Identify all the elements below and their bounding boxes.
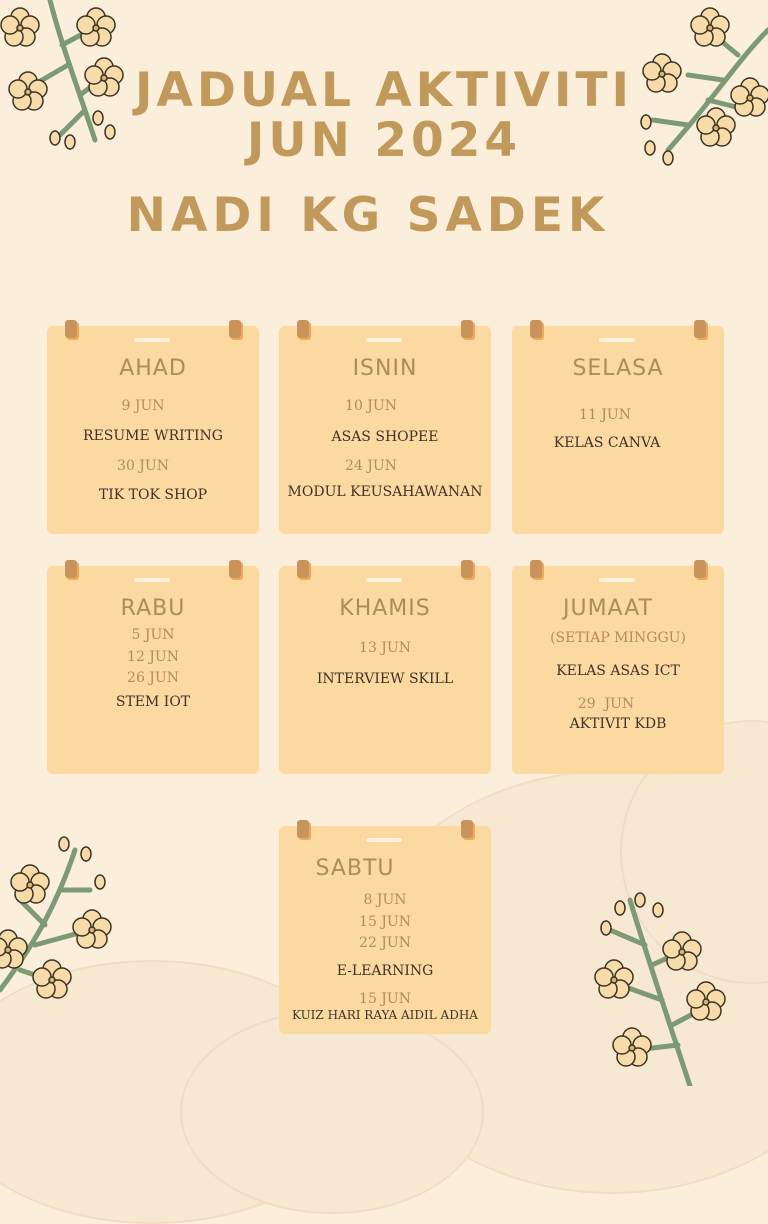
pin-icon bbox=[694, 320, 706, 338]
activity-date: 5 JUN bbox=[131, 627, 175, 643]
day-label: ISNIN bbox=[352, 356, 418, 381]
flower-branch-icon bbox=[0, 830, 130, 1010]
flower-branch-icon bbox=[590, 890, 740, 1086]
day-card-khamis bbox=[279, 566, 491, 774]
pin-icon bbox=[297, 560, 309, 578]
day-card-jumaat bbox=[512, 566, 724, 774]
pin-icon bbox=[297, 820, 309, 838]
card-tape bbox=[134, 578, 170, 582]
day-card-ahad bbox=[47, 326, 259, 534]
activity-name: MODUL KEUSAHAWANAN bbox=[287, 484, 483, 500]
pin-icon bbox=[694, 560, 706, 578]
day-card-rabu bbox=[47, 566, 259, 774]
card-tape bbox=[134, 338, 170, 342]
activity-date: 12 JUN bbox=[127, 649, 179, 665]
day-card-selasa bbox=[512, 326, 724, 534]
activity-date: 15 JUN bbox=[359, 991, 411, 1007]
activity-name: RESUME WRITING bbox=[83, 428, 223, 444]
pin-icon bbox=[65, 320, 77, 338]
day-label: SELASA bbox=[572, 356, 664, 381]
pin-icon bbox=[530, 560, 542, 578]
pin-icon bbox=[297, 320, 309, 338]
day-label: KHAMIS bbox=[339, 596, 431, 621]
day-label: AHAD bbox=[119, 356, 187, 381]
activity-date: 29 JUN bbox=[577, 696, 635, 712]
pin-icon bbox=[461, 320, 473, 338]
card-tape bbox=[599, 338, 635, 342]
page-title-month: JUN 2024 bbox=[246, 113, 522, 168]
activity-name: AKTIVIT KDB bbox=[569, 716, 667, 732]
activity-date: 22 JUN bbox=[359, 935, 411, 951]
activity-date: 24 JUN bbox=[345, 458, 397, 474]
card-tape bbox=[366, 838, 402, 842]
pin-icon bbox=[461, 560, 473, 578]
activity-name: KUIZ HARI RAYA AIDIL ADHA bbox=[292, 1008, 478, 1022]
activity-date: 26 JUN bbox=[127, 670, 179, 686]
day-card-isnin bbox=[279, 326, 491, 534]
card-tape bbox=[366, 338, 402, 342]
activity-date: 30 JUN bbox=[117, 458, 169, 474]
pin-icon bbox=[461, 820, 473, 838]
day-card-sabtu bbox=[279, 826, 491, 1034]
activity-date: 13 JUN bbox=[359, 640, 411, 656]
activity-name: KELAS CANVA bbox=[553, 435, 661, 451]
day-label: JUMAAT bbox=[562, 596, 653, 621]
activity-name: KELAS ASAS ICT bbox=[556, 663, 680, 679]
page-title: JADUAL AKTIVITI bbox=[134, 63, 634, 118]
pin-icon bbox=[229, 560, 241, 578]
pin-icon bbox=[65, 560, 77, 578]
day-label: RABU bbox=[120, 596, 186, 621]
activity-date: 11 JUN bbox=[579, 407, 631, 423]
activity-note: (SETIAP MINGGU) bbox=[550, 630, 686, 646]
activity-name: TIK TOK SHOP bbox=[98, 487, 208, 503]
activity-name: ASAS SHOPEE bbox=[331, 429, 439, 445]
activity-name: INTERVIEW SKILL bbox=[316, 671, 454, 687]
activity-date: 15 JUN bbox=[359, 914, 411, 930]
activity-date: 9 JUN bbox=[121, 398, 165, 414]
card-tape bbox=[366, 578, 402, 582]
pin-icon bbox=[530, 320, 542, 338]
card-tape bbox=[599, 578, 635, 582]
cloud-decoration bbox=[180, 1010, 484, 1214]
activity-name: STEM IOT bbox=[115, 694, 191, 710]
day-label: SABTU bbox=[315, 856, 395, 881]
activity-date: 10 JUN bbox=[345, 398, 397, 414]
pin-icon bbox=[229, 320, 241, 338]
activity-date: 8 JUN bbox=[363, 892, 407, 908]
page-subtitle: NADI KG SADEK bbox=[126, 188, 610, 243]
activity-name: E-LEARNING bbox=[336, 963, 434, 979]
